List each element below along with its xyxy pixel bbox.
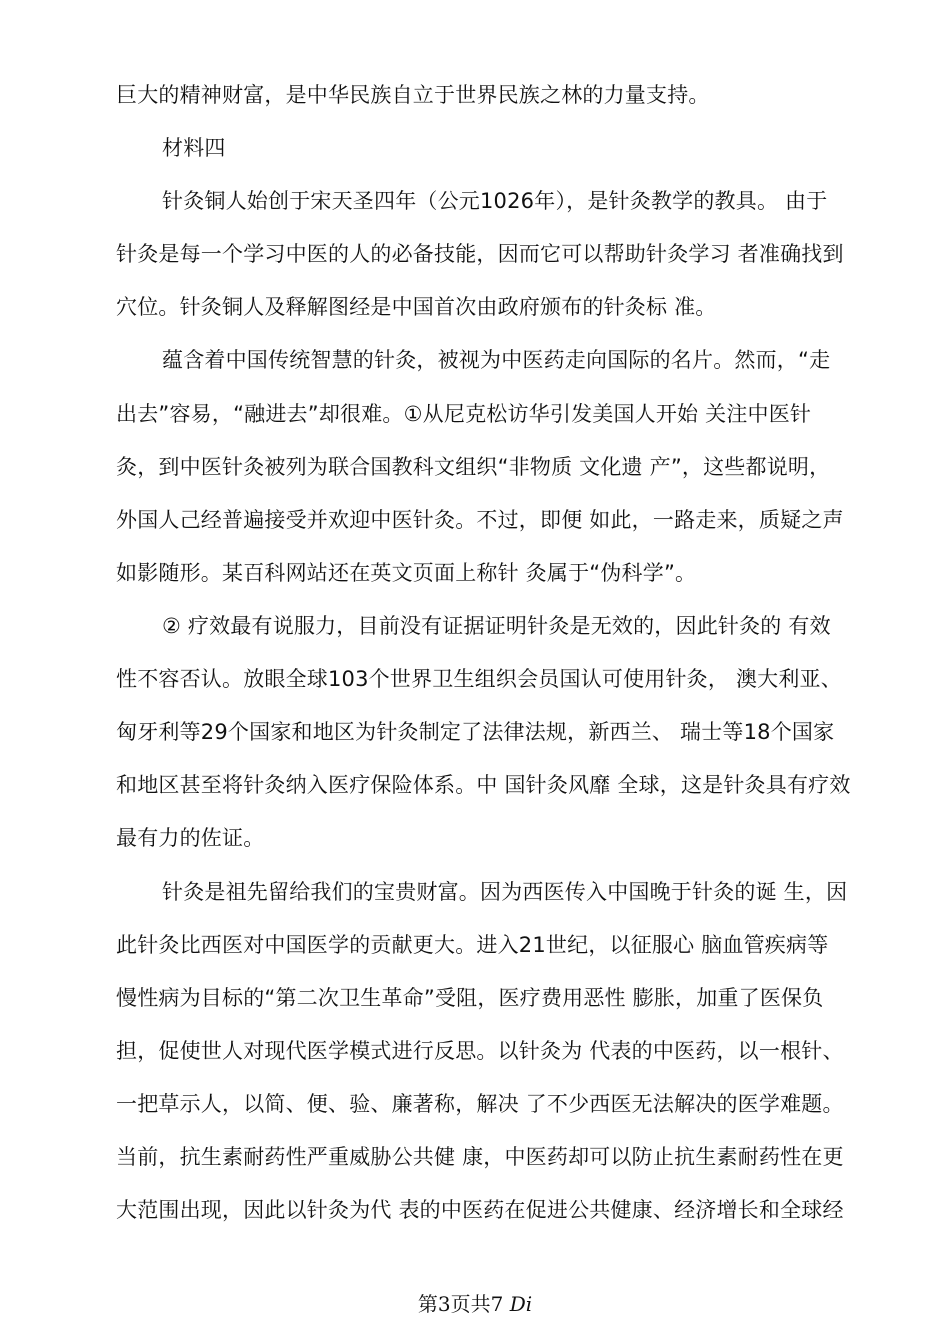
- text-line: 针灸是祖先留给我们的宝贵财富。因为西医传入中国晚于针灸的诞 生，因: [162, 880, 848, 904]
- text-line: 穴位。针灸铜人及释解图经是中国首次由政府颁布的针灸标 准。: [116, 295, 717, 319]
- text-line: 大范围出现，因此以针灸为代 表的中医药在促进公共健康、经济增长和全球经: [116, 1198, 844, 1222]
- text-line: ② 疗效最有说服力，目前没有证据证明针灸是无效的，因此针灸的 有效: [162, 614, 831, 638]
- text-line: 慢性病为目标的“第二次卫生革命”受阻，医疗费用恶性 膨胀，加重了医保负: [116, 986, 824, 1010]
- text-line: 巨大的精神财富，是中华民族自立于世界民族之林的力量支持。: [116, 83, 710, 107]
- text-line: 匈牙利等29个国家和地区为针灸制定了法律法规，新西兰、 瑞士等18个国家: [116, 720, 835, 744]
- text-line: 蕴含着中国传统智慧的针灸，被视为中医药走向国际的名片。然而，“走: [162, 348, 831, 372]
- text-line: 外国人己经普遍接受并欢迎中医针灸。不过，即便 如此，一路走来，质疑之声: [116, 508, 844, 532]
- page-number: 第3页共7: [417, 1292, 504, 1316]
- text-line: 出去”容易，“融进去”却很难。①从尼克松访华引发美国人开始 关注中医针: [116, 402, 812, 426]
- text-line: 针灸铜人始创于宋天圣四年（公元1026年），是针灸教学的教具。 由于: [162, 189, 828, 213]
- page-suffix: Di: [509, 1292, 533, 1316]
- text-line: 灸，到中医针灸被列为联合国教科文组织“非物质 文化遗 产”，这些都说明，: [116, 455, 831, 479]
- text-line: 此针灸比西医对中国医学的贡献更大。进入21世纪，以征服心 脑血管疾病等: [116, 933, 829, 957]
- text-line: 一把草示人，以简、便、验、廉著称，解决 了不少西医无法解决的医学难题。: [116, 1092, 844, 1116]
- text-line: 当前，抗生素耐药性严重威胁公共健 康，中医药却可以防止抗生素耐药性在更: [116, 1145, 844, 1169]
- text-line: 性不容否认。放眼全球103个世界卫生组织会员国认可使用针灸， 澳大利亚、: [116, 667, 842, 691]
- section-heading: 材料四: [162, 136, 226, 160]
- text-line: 担，促使世人对现代医学模式进行反思。以针灸为 代表的中医药，以一根针、: [116, 1039, 844, 1063]
- text-line: 和地区甚至将针灸纳入医疗保险体系。中 国针灸风靡 全球，这是针灸具有疗效: [116, 773, 851, 797]
- text-line: 针灸是每一个学习中医的人的必备技能，因而它可以帮助针灸学习 者准确找到: [116, 242, 844, 266]
- text-line: 如影随形。某百科网站还在英文页面上称针 灸属于“伪科学”。: [116, 561, 697, 585]
- page-footer: [0, 1290, 950, 1318]
- text-line: 最有力的佐证。: [116, 826, 265, 850]
